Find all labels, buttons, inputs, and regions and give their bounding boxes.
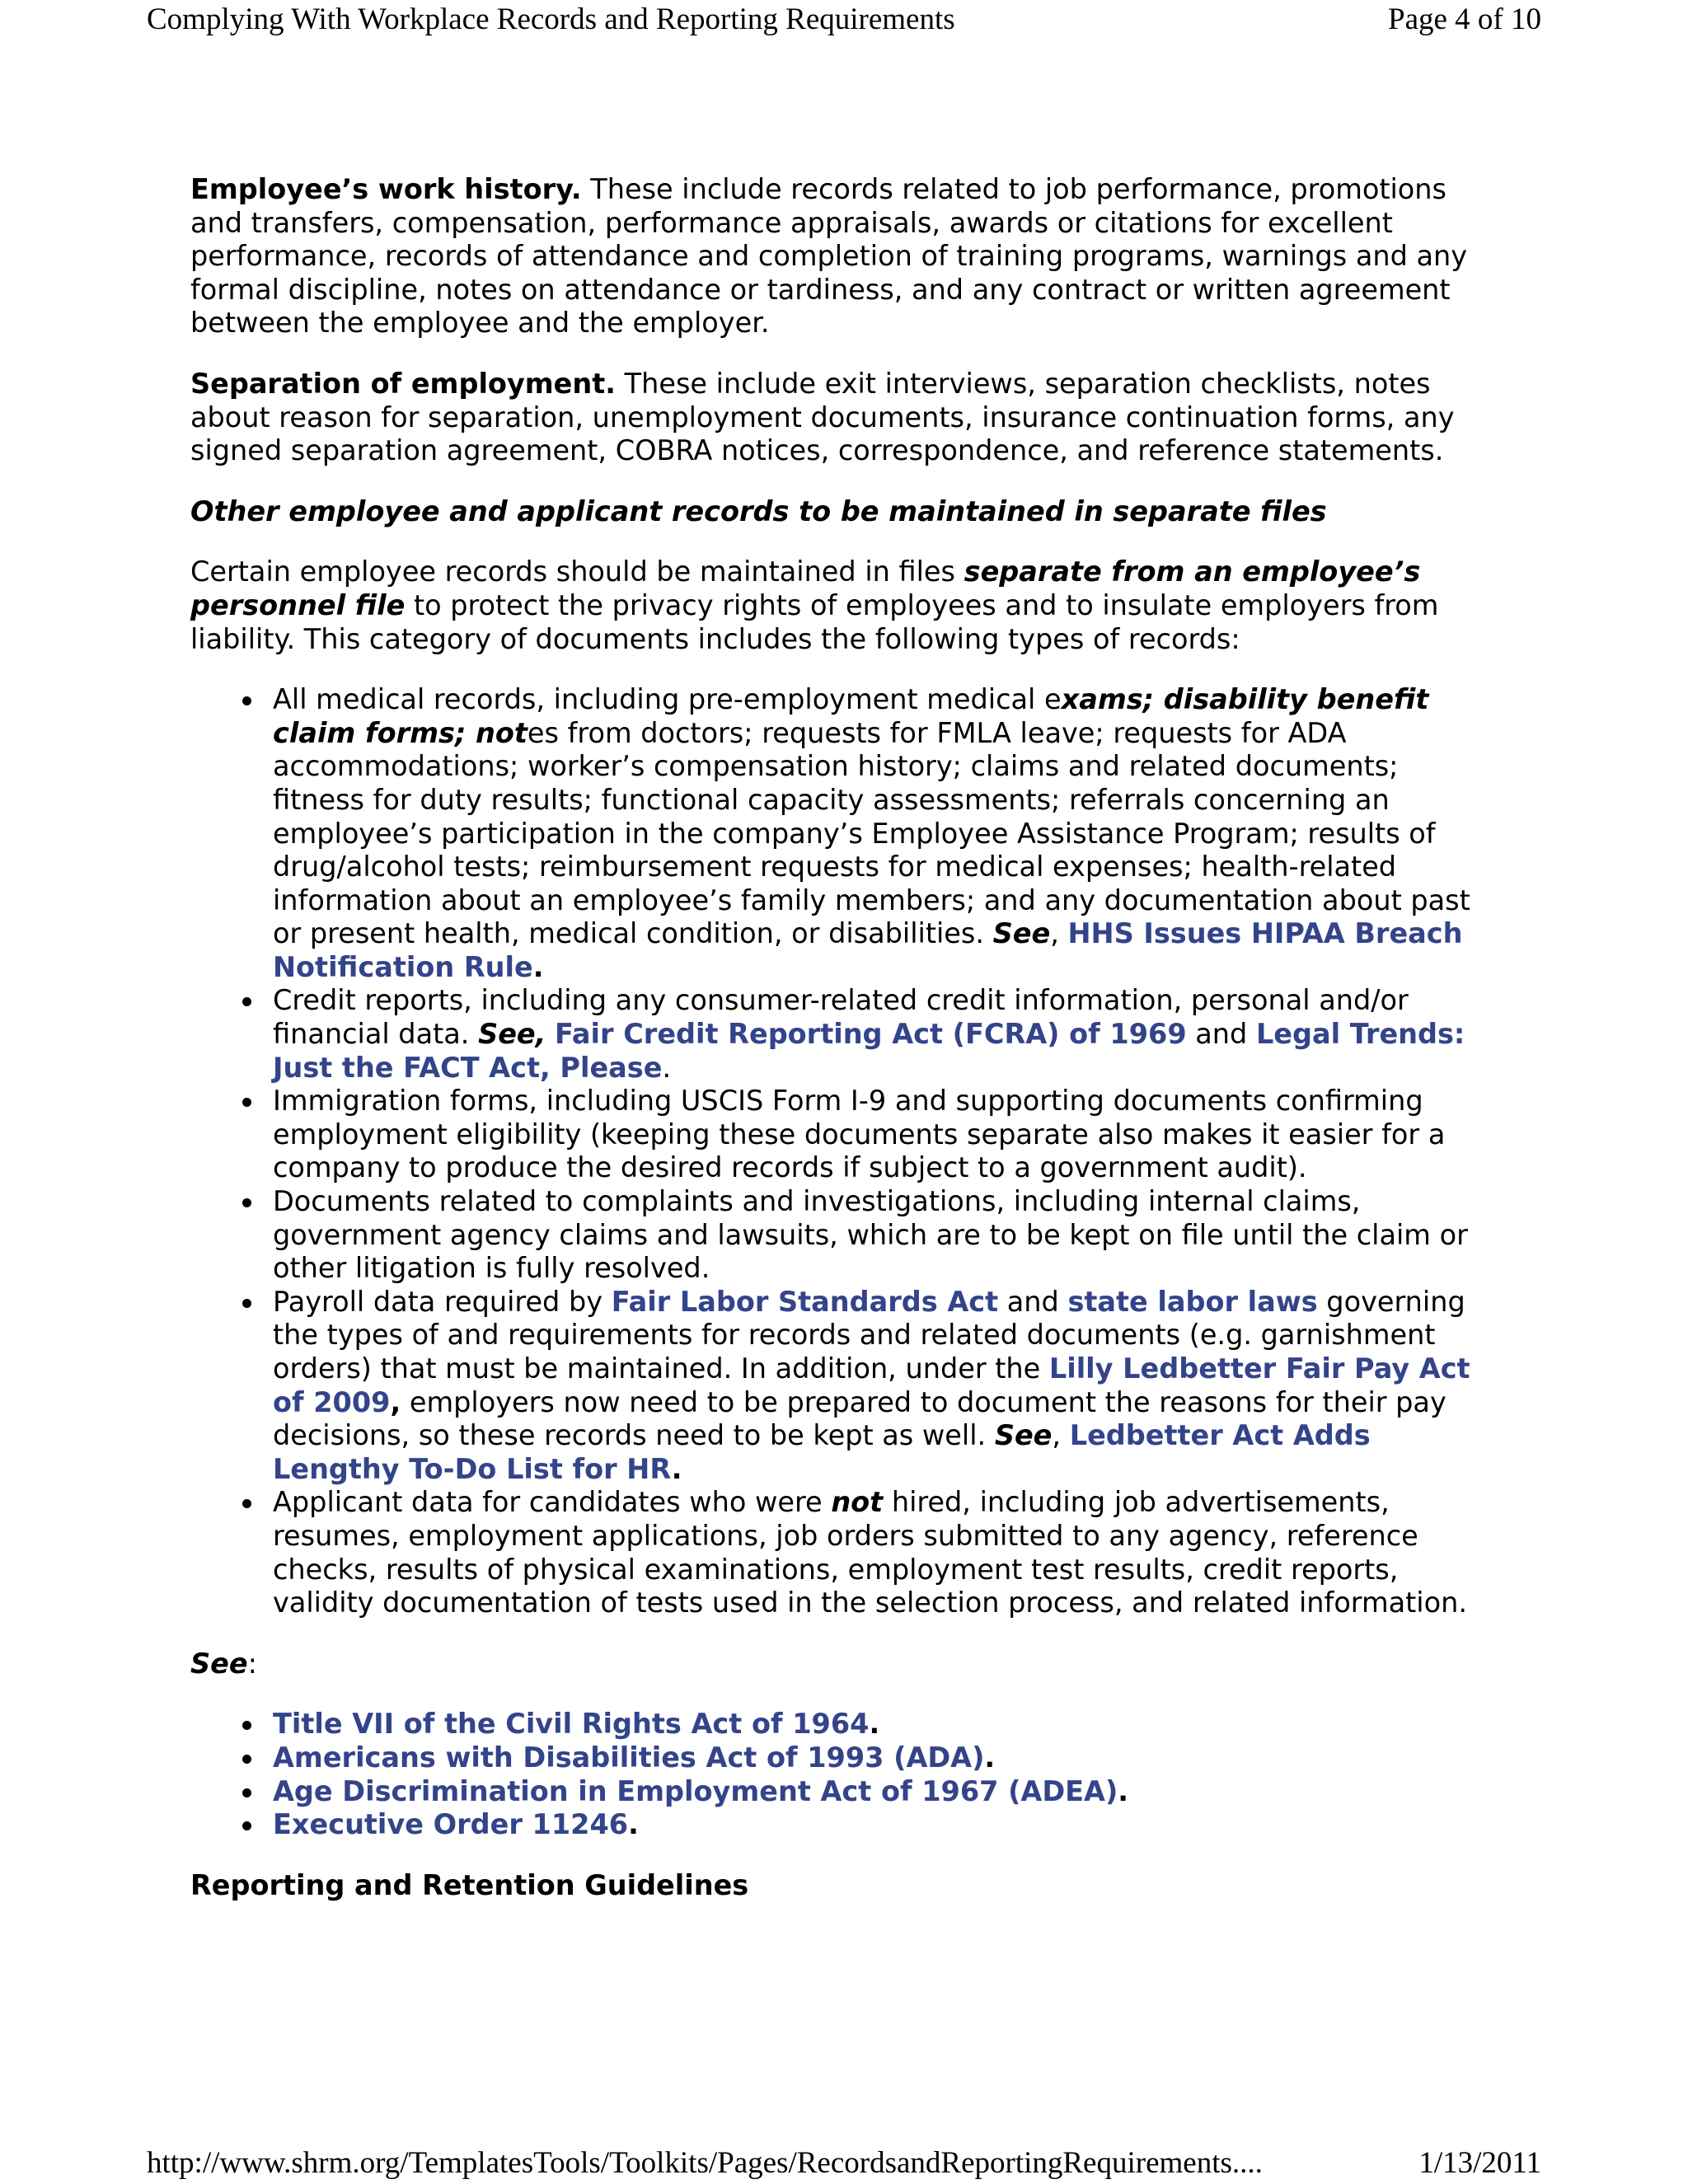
medical-text-2: es from doctors; requests for FMLA leave; requests for ADA accommodations; worker’s compensation history; claims and related documents; fitness for duty results; functional capacity assessments; referrals concerning an employee’s participation in the company’s Employee Assistance Program; results of drug/alcohol tests; reimbursement requests for medical expenses; health-related information about an employee’s family members; and any documentation about past or present health, medical condition, or disabilities. [273, 716, 1470, 950]
payroll-end: . [671, 1452, 682, 1485]
link-adea[interactable]: Age Discrimination in Employment Act of 1967 (ADEA) [273, 1774, 1118, 1807]
source-url: http://www.shrm.org/TemplatesTools/Toolkits/Pages/RecordsandReportingRequirements.... [147, 2146, 1263, 2180]
separation-heading: Separation of employment. [190, 367, 616, 400]
link-lilly-ledbetter-act[interactable]: Lilly Ledbetter Fair Pay Act of 2009 [273, 1352, 1470, 1418]
ada-end: . [984, 1741, 996, 1774]
credit-see: See, [478, 1018, 546, 1051]
medical-see: See [992, 917, 1051, 950]
intro-emphasis: separate from an employee’s personnel file [190, 555, 1421, 621]
payroll-comma-2: , [1052, 1419, 1070, 1452]
list-item-ada [273, 1741, 1472, 1775]
reporting-retention-heading: Reporting and Retention Guidelines [190, 1868, 749, 1901]
credit-end: . [662, 1051, 672, 1084]
medical-comma: , [1050, 917, 1068, 950]
payroll-and: and [998, 1285, 1068, 1318]
link-ada[interactable]: Americans with Disabilities Act of 1993 (ADA) [273, 1741, 985, 1774]
link-fact-act[interactable]: Legal Trends: Just the FACT Act, Please [273, 1018, 1465, 1084]
link-hipaa-breach-rule[interactable]: HHS Issues HIPAA Breach Notification Rule [273, 917, 1463, 983]
payroll-text-2: governing the types of and requirements for records and related documents (e.g. garnishment orders) that must be maintained. In addition, under the [273, 1285, 1465, 1385]
link-title-vii[interactable]: Title VII of the Civil Rights Act of 1964 [273, 1708, 870, 1741]
payroll-text-1: Payroll data required by [273, 1285, 612, 1318]
title-vii-end: . [869, 1708, 880, 1741]
payroll-comma: , [390, 1385, 401, 1418]
medical-emphasis: xams; disability benefit claim forms; not [273, 683, 1429, 749]
medical-end: . [532, 950, 544, 983]
link-flsa[interactable]: Fair Labor Standards Act [611, 1285, 999, 1318]
work-history-heading: Employee’s work history. [190, 173, 582, 205]
adea-end: . [1118, 1774, 1129, 1807]
payroll-text-3: employers now need to be prepared to document the reasons for their pay decisions, so these records need to be kept as well. [273, 1385, 1447, 1452]
print-header [147, 0, 1541, 41]
intro-text-2: to protect the privacy rights of employees and to insulate employers from liability. This category of documents includes the following types of records: [190, 588, 1439, 655]
list-item-medical [273, 683, 1472, 984]
article-body [190, 173, 1472, 1929]
separation-paragraph [190, 368, 1472, 468]
other-records-heading: Other employee and applicant records to be maintained in separate files [190, 494, 1327, 527]
applicant-text-1: Applicant data for candidates who were [273, 1486, 832, 1519]
records-list [190, 683, 1472, 1620]
list-item-immigration: Immigration forms, including USCIS Form I-9 and supporting documents confirming employment eligibility (keeping these documents separate also makes it easier for a company to produce the desired records if subject to a government audit). [273, 1085, 1472, 1185]
see-label-paragraph [190, 1647, 1472, 1681]
credit-and: and [1186, 1018, 1256, 1051]
work-history-text: These include records related to job performance, promotions and transfers, compensation, performance appraisals, awards or citations for excellent performance, records of attendance and completion of training programs, warnings and any formal discipline, notes on attendance or tardiness, and any contract or written agreement between the employee and the employer. [190, 173, 1468, 340]
list-item-complaints: Documents related to complaints and investigations, including internal claims, government agency claims and lawsuits, which are to be kept on file until the claim or other litigation is fully resolved. [273, 1185, 1472, 1286]
list-item-credit [273, 984, 1472, 1085]
page-indicator: Page 4 of 10 [1388, 2, 1541, 36]
list-item-adea [273, 1775, 1472, 1809]
document-title: Complying With Workplace Records and Reporting Requirements [147, 2, 955, 36]
intro-text-1: Certain employee records should be maintained in files [190, 555, 964, 588]
payroll-see: See [994, 1419, 1053, 1452]
intro-paragraph [190, 555, 1472, 656]
list-item-applicant [273, 1486, 1472, 1619]
medical-text-1: All medical records, including pre-employment medical e [273, 683, 1062, 716]
separation-text: These include exit interviews, separation checklists, notes about reason for separation, unemployment documents, insurance continuation forms, any signed separation agreement, COBRA notices, correspondence, and reference statements. [190, 367, 1455, 467]
link-executive-order-11246[interactable]: Executive Order 11246 [273, 1808, 629, 1841]
applicant-text-2: hired, including job advertisements, resumes, employment applications, job orders submitted to any agency, reference checks, results of physical examinations, employment test results, credit reports, validity documentation of tests used in the selection process, and related information. [273, 1486, 1467, 1619]
link-state-labor-laws[interactable]: state labor laws [1067, 1285, 1318, 1318]
see-links-list [190, 1708, 1472, 1841]
credit-text-1: Credit reports, including any consumer-related credit information, personal and/or financial data. [273, 984, 1409, 1051]
list-item-payroll [273, 1286, 1472, 1487]
print-date: 1/13/2011 [1418, 2146, 1541, 2180]
applicant-emphasis: not [831, 1486, 884, 1519]
work-history-paragraph [190, 173, 1472, 340]
see-colon: : [247, 1647, 257, 1680]
link-ledbetter-todo-list[interactable]: Ledbetter Act Adds Lengthy To-Do List for HR [273, 1419, 1371, 1485]
credit-space [546, 1018, 555, 1050]
print-footer [147, 2143, 1541, 2184]
eo-end: . [628, 1808, 639, 1841]
list-item-eo-11246 [273, 1808, 1472, 1842]
list-item-title-vii [273, 1708, 1472, 1741]
see-label: See [190, 1647, 248, 1680]
link-fcra-1969[interactable]: Fair Credit Reporting Act (FCRA) of 1969 [555, 1018, 1187, 1051]
